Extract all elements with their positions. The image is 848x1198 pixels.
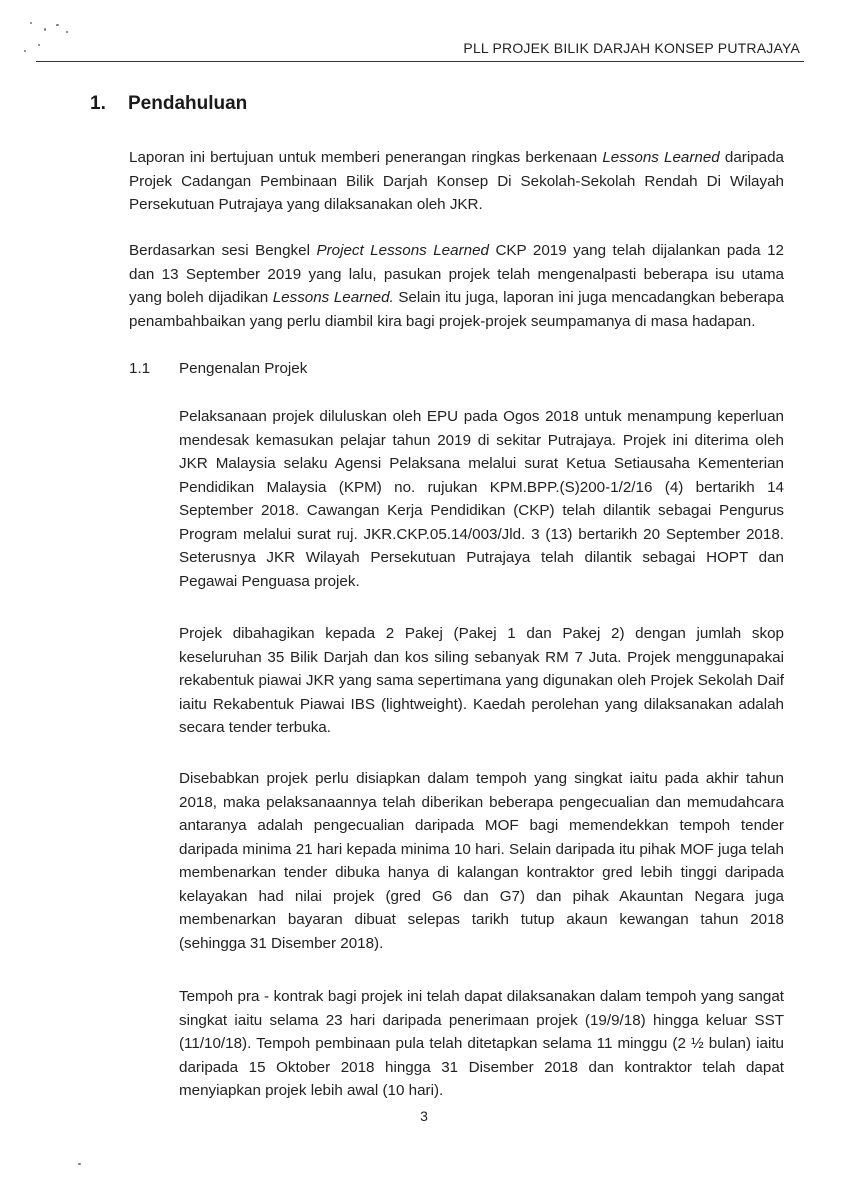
subsection-heading [129, 360, 307, 377]
text-run: Berdasarkan sesi Bengkel [129, 242, 317, 259]
text-run: CKP 2019 yang telah dijalankan pada 12 dan 13 September 2019 yang lalu, pasukan projek telah mengenalpasti beberapa isu utama yang boleh dijadikan [129, 242, 784, 306]
scan-speck [78, 1163, 81, 1165]
text-run: Selain itu juga, laporan ini juga mencadangkan beberapa penambahbaikan yang perlu diambil kira bagi projek-projek seumpamanya di masa hadapan. [129, 289, 784, 330]
header-divider [36, 61, 804, 62]
page-number: 3 [420, 1108, 428, 1124]
subsection-title: Pengenalan Projek [179, 360, 308, 377]
italic-term: Lessons Learned. [272, 289, 394, 306]
scan-speck [38, 44, 40, 46]
running-header: PLL PROJEK BILIK DARJAH KONSEP PUTRAJAYA [463, 40, 800, 56]
body-paragraph: Projek dibahagikan kepada 2 Pakej (Pakej 1 dan Pakej 2) dengan jumlah skop keseluruhan 35 Bilik Darjah dan kos siling sebanyak RM 7 Juta. Projek menggunapakai rekabentuk piawai JKR yang sama sepertimana yang digunakan oleh Projek Sekolah Daif iaitu Rekabentuk Piawai IBS (lightweight). Kaedah perolehan yang dilaksanakan adalah secara tender terbuka. [179, 625, 784, 736]
section-heading [90, 93, 247, 115]
scan-speck [56, 24, 59, 26]
scan-speck [66, 31, 68, 33]
section-number: 1. [90, 93, 106, 114]
section-title: Pendahuluan [128, 93, 248, 114]
text-run: Laporan ini bertujuan untuk memberi penerangan ringkas berkenaan [129, 149, 603, 166]
body-paragraph: Pelaksanaan projek diluluskan oleh EPU pada Ogos 2018 untuk menampung keperluan mendesak kemasukan pelajar tahun 2019 di sekitar Putrajaya. Projek ini diterima oleh JKR Malaysia selaku Agensi Pelaksana melalui surat Ketua Setiausaha Kementerian Pendidikan Malaysia (KPM) no. rujukan KPM.BPP.(S)200-1/2/16 (4) bertarikh 14 September 2018. Cawangan Kerja Pendidikan (CKP) telah dilantik sebagai Pengurus Program melalui surat ruj. JKR.CKP.05.14/003/Jld. 3 (13) bertarikh 20 September 2018. Seterusnya JKR Wilayah Persekutuan Putrajaya telah dilantik sebagai HOPT dan Pegawai Penguasa projek. [179, 408, 784, 590]
italic-term: Project Lessons Learned [316, 242, 489, 259]
body-paragraph: Disebabkan projek perlu disiapkan dalam tempoh yang singkat iaitu pada akhir tahun 2018, maka pelaksanaannya telah diberikan beberapa pengecualian dan memudahcara antaranya adalah pengecualian daripada MOF bagi memendekkan tempoh tender daripada minima 21 hari kepada minima 10 hari. Selain daripada itu pihak MOF juga telah membenarkan tender dibuka hanya di kalangan kontraktor gred lebih tinggi daripada kelayakan had nilai projek (gred G6 dan G7) dan pihak Akauntan Negara juga membenarkan bayaran dibuat selepas tarikh tutup akaun kewangan tahun 2018 (sehingga 31 Disember 2018). [179, 770, 784, 952]
scan-speck [30, 22, 32, 24]
italic-term: Lessons Learned [602, 149, 720, 166]
scan-speck [44, 28, 46, 31]
intro-paragraph [129, 146, 784, 217]
body-paragraph: Tempoh pra - kontrak bagi projek ini telah dapat dilaksanakan dalam tempoh yang sangat singkat iaitu selama 23 hari daripada penerimaan projek (19/9/18) hingga keluar SST (11/10/18). Tempoh pembinaan pula telah ditetapkan selama 11 minggu (2 ½ bulan) iaitu daripada 15 Oktober 2018 hingga 31 Disember 2018 dan kontraktor telah dapat menyiapkan projek lebih awal (10 hari). [179, 988, 784, 1099]
scan-speck [24, 50, 26, 52]
subsection-number: 1.1 [129, 360, 151, 377]
text-run: daripada Projek Cadangan Pembinaan Bilik Darjah Konsep Di Sekolah-Sekolah Rendah Di Wilayah Persekutuan Putrajaya yang dilaksanakan oleh JKR. [129, 149, 784, 213]
intro-paragraph [129, 239, 784, 333]
